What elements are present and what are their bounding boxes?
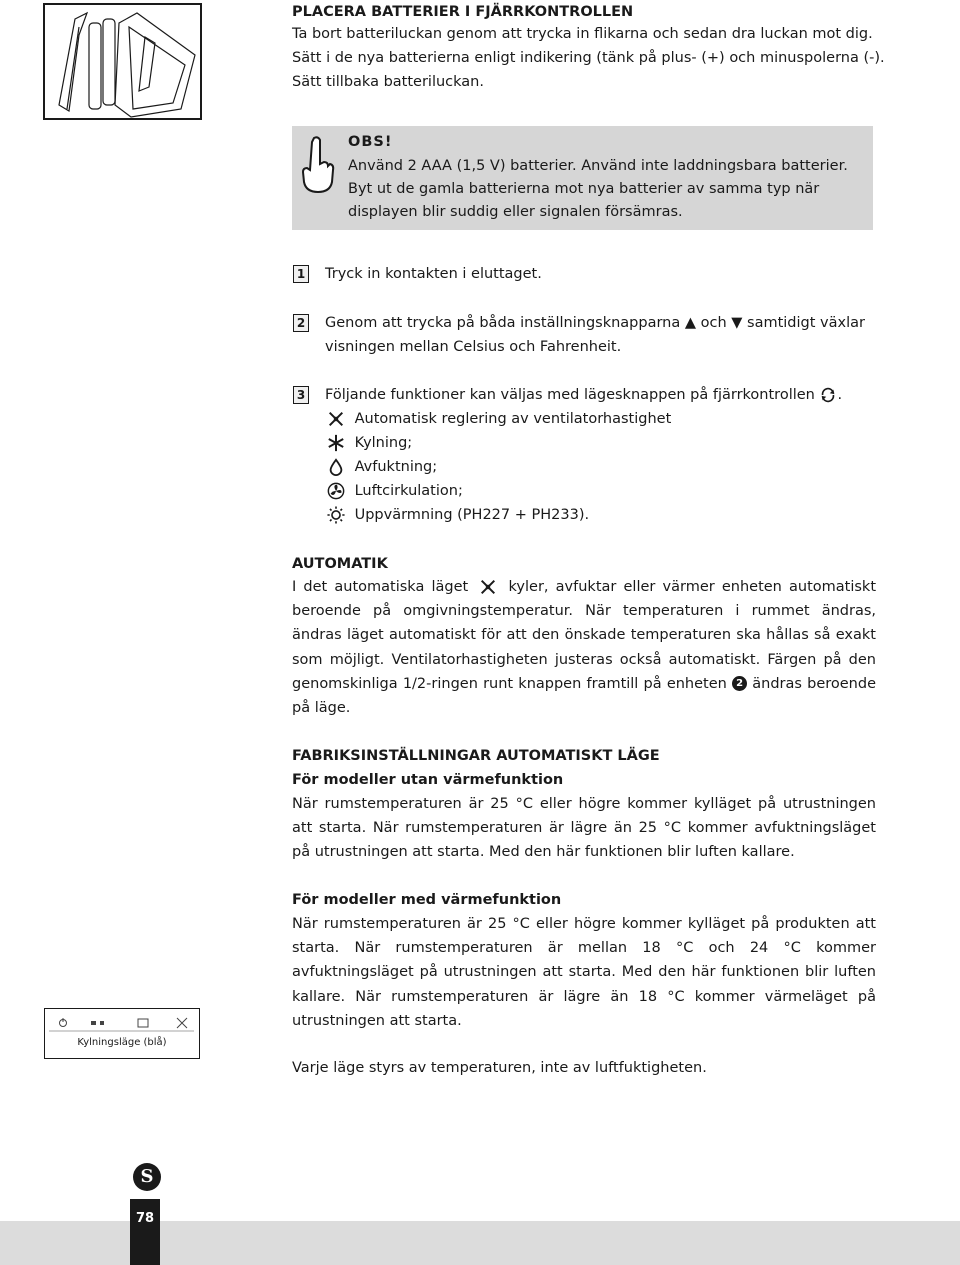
fabrik-para2: När rumstemperaturen är 25 °C eller högre kommer kylläget på produkten att starta. När rumstemperaturen är mellan 18 °C och 24 °C kommer avfuktningsläget på utrustningen att starta. Med den här funktionen blir luften kallare. När rumstemperaturen är lägre än 18 °C kommer värmeläget på utrustningen att starta. xyxy=(292,916,876,1029)
fabrik-heading: FABRIKSINSTÄLLNINGAR AUTOMATISKT LÄGE xyxy=(292,748,660,764)
step-2-line-1: Genom att trycka på båda inställningsknapparna ▲ och ▼ samtidigt växlar xyxy=(325,315,865,331)
fabrik-sub2: För modeller med värmefunktion xyxy=(292,892,562,908)
battery-line-2: Sätt i de nya batterierna enligt indikering (tänk på plus- (+) och minuspolerna (-). xyxy=(292,50,885,66)
fabrik-sub1: För modeller utan värmefunktion xyxy=(292,772,564,788)
automatik-text-a: I det automatiska läget xyxy=(292,579,469,595)
mode-label: Kylning; xyxy=(354,435,413,451)
mode-item-dehumidify xyxy=(327,455,437,479)
fabrik-final: Varje läge styrs av temperaturen, inte av luftfuktigheten. xyxy=(292,1060,707,1076)
language-badge: S xyxy=(133,1163,161,1191)
control-panel-caption: Kylningsläge (blå) xyxy=(77,1037,167,1048)
step-number-2: 2 xyxy=(293,314,309,332)
unit-part-number-badge: 2 xyxy=(732,676,747,691)
control-panel-icons xyxy=(45,1009,198,1035)
fan-icon xyxy=(327,482,345,500)
step-3-line: Följande funktioner kan väljas med lägesknappen på fjärrkontrollen xyxy=(325,387,815,403)
step-3-period: . xyxy=(837,387,843,403)
obs-note xyxy=(292,126,873,230)
step-1-text: Tryck in kontakten i eluttaget. xyxy=(325,266,542,282)
pointing-hand-icon xyxy=(300,134,336,198)
obs-title: OBS! xyxy=(348,134,393,150)
obs-line-2: Byt ut de gamla batterierna mot nya batterier av samma typ när xyxy=(348,181,820,197)
automatik-heading: AUTOMATIK xyxy=(292,556,388,572)
page-number: 78 xyxy=(130,1199,160,1265)
auto-icon xyxy=(327,410,345,428)
auto-icon xyxy=(479,578,497,596)
mode-label: Uppvärmning (PH227 + PH233). xyxy=(354,507,590,523)
mode-cycle-icon xyxy=(819,386,837,404)
mode-item-fan xyxy=(327,479,463,503)
obs-line-3: displayen blir suddig eller signalen försämras. xyxy=(348,204,683,220)
automatik-text-c: beroende på omgivningstemperatur. När temperaturen i rummet ändras, ändras läget automatiskt för att den önskade temperaturen ska hållas så exakt som möjligt. Ventilatorhastigheten justeras också automatiskt. Färgen på den genomskinliga 1/2-ringen runt knappen framtill på enheten xyxy=(292,603,876,692)
battery-illustration xyxy=(43,3,202,120)
sun-icon xyxy=(327,506,345,524)
step-3-text xyxy=(325,383,842,407)
mode-label: Avfuktning; xyxy=(354,459,438,475)
mode-label: Luftcirkulation; xyxy=(354,483,463,499)
obs-line-1: Använd 2 AAA (1,5 V) batterier. Använd inte laddningsbara batterier. xyxy=(348,158,848,174)
fabrik-para1: När rumstemperaturen är 25 °C eller högre kommer kylläget på utrustningen att starta. När rumstemperaturen är lägre än 25 °C kommer avfuktningsläget på utrustningen att starta. Med den här funktionen blir luften kallare. xyxy=(292,796,876,861)
mode-item-heating xyxy=(327,503,589,527)
battery-heading: PLACERA BATTERIER I FJÄRRKONTROLLEN xyxy=(292,4,634,20)
drop-icon xyxy=(327,458,345,476)
step-2-line-2: visningen mellan Celsius och Fahrenheit. xyxy=(325,339,622,355)
remote-battery-icon xyxy=(45,5,200,118)
automatik-paragraph xyxy=(292,575,876,720)
automatik-text-b: kyler, avfuktar eller värmer enheten automatiskt xyxy=(508,579,877,595)
step-number-1: 1 xyxy=(293,265,309,283)
step-number-3: 3 xyxy=(293,386,309,404)
snowflake-icon xyxy=(327,434,345,452)
mode-label: Automatisk reglering av ventilatorhastighet xyxy=(354,411,672,427)
mode-item-cooling xyxy=(327,431,412,455)
control-panel-figure xyxy=(44,1008,200,1059)
battery-line-3: Sätt tillbaka batteriluckan. xyxy=(292,74,484,90)
battery-line-1: Ta bort batteriluckan genom att trycka in flikarna och sedan dra luckan mot dig. xyxy=(292,26,873,42)
mode-item-auto xyxy=(327,407,671,431)
automatik-text-d: ändras beroende på läge. xyxy=(292,675,877,717)
